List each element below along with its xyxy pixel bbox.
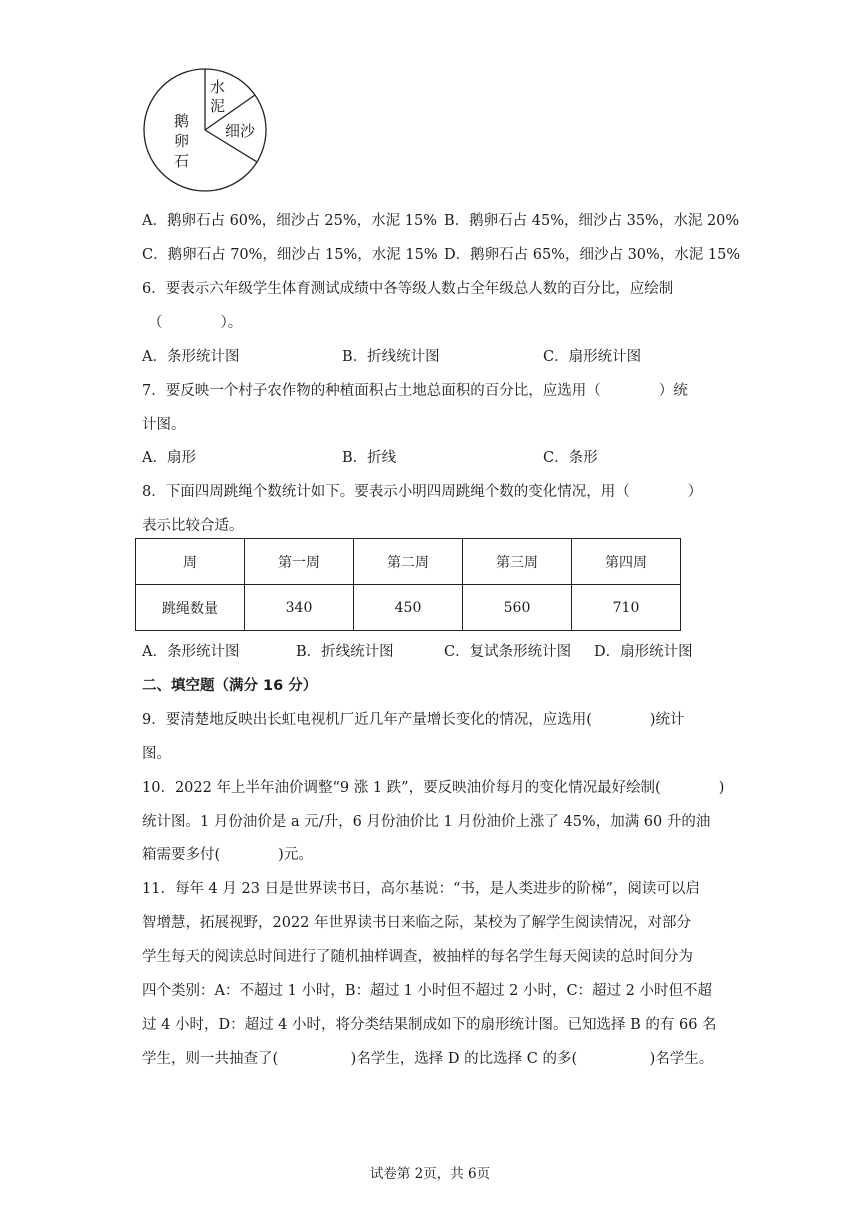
pie-label-pebble-2: 卵 [174,132,190,150]
pie-label-cement-1: 水 [210,78,226,96]
table-cell: 第二周 [354,539,463,585]
q5-option-a[interactable]: A．鹅卵石占 60%，细沙占 25%，水泥 15% [142,213,437,229]
table-cell: 450 [354,585,463,631]
q7-option-c[interactable]: C．条形 [543,450,598,466]
q10-stem-line3: 箱需要多付( )元。 [142,847,313,863]
q8-option-b[interactable]: B．折线统计图 [296,644,394,660]
table-cell: 第三周 [463,539,572,585]
page-footer: 试卷第 2页，共 6页 [369,1166,491,1182]
q6-stem-line2: （ ）。 [148,315,243,331]
q11-stem-line4: 四个类别：A：不超过 1 小时，B：超过 1 小时但不超过 2 小时，C：超过 2 小时但不超 [142,983,712,999]
pie-label-sand: 细沙 [225,122,256,140]
table-cell: 第四周 [572,539,681,585]
q8-option-a[interactable]: A．条形统计图 [142,644,240,660]
q11-stem-line6: 学生，则一共抽查了( )名学生，选择 D 的比选择 C 的多( )名学生。 [142,1051,714,1067]
q10-stem-line1: 10．2022 年上半年油价调整“9 涨 1 跌”，要反映油价每月的变化情况最好绘制( ) [142,780,725,796]
table-cell: 560 [463,585,572,631]
q8-stem-line1: 8．下面四周跳绳个数统计如下。要表示小明四周跳绳个数的变化情况，用（ ） [142,484,703,500]
table-cell: 跳绳数量 [136,585,245,631]
table-header-row [136,539,681,585]
table-row [136,585,681,631]
q9-stem-line1: 9．要清楚地反映出长虹电视机厂近几年产量增长变化的情况，应选用( )统计 [142,712,685,728]
table-cell: 340 [245,585,354,631]
q7-option-a[interactable]: A．扇形 [142,450,196,466]
q5-option-c[interactable]: C．鹅卵石占 70%，细沙占 15%，水泥 15% [142,247,438,263]
section-heading: 二、填空题（满分 16 分） [142,678,318,694]
q11-stem-line2: 智增慧，拓展视野，2022 年世界读书日来临之际，某校为了解学生阅读情况，对部分 [142,915,692,931]
q5-option-b[interactable]: B．鹅卵石占 45%，细沙占 35%，水泥 20% [444,213,740,229]
q7-stem-line2: 计图。 [142,417,186,433]
table-cell: 710 [572,585,681,631]
q6-option-c[interactable]: C．扇形统计图 [543,349,642,365]
q11-stem-line1: 11．每年 4 月 23 日是世界读书日，高尔基说：“书，是人类进步的阶梯”，阅读可以启 [142,881,700,897]
q6-option-b[interactable]: B．折线统计图 [342,349,440,365]
q11-stem-line3: 学生每天的阅读总时间进行了随机抽样调查，被抽样的每名学生每天阅读的总时间分为 [142,949,693,965]
q5-option-d[interactable]: D．鹅卵石占 65%，细沙占 30%，水泥 15% [444,247,741,263]
pie-label-cement-2: 泥 [210,97,226,115]
table-cell: 周 [136,539,245,585]
q7-option-b[interactable]: B．折线 [342,450,397,466]
table-cell: 第一周 [245,539,354,585]
jump-rope-table [135,538,681,631]
q6-stem-line1: 6．要表示六年级学生体育测试成绩中各等级人数占全年级总人数的百分比，应绘制 [142,281,674,297]
q7-stem-line1: 7．要反映一个村子农作物的种植面积占土地总面积的百分比，应选用（ ）统 [142,383,688,399]
q6-option-a[interactable]: A．条形统计图 [142,349,240,365]
q8-option-c[interactable]: C．复试条形统计图 [444,644,572,660]
q9-stem-line2: 图。 [142,746,171,762]
pie-label-pebble-3: 石 [174,152,190,170]
pie-figure [142,66,272,196]
q8-option-d[interactable]: D．扇形统计图 [594,644,693,660]
q11-stem-line5: 过 4 小时，D：超过 4 小时，将分类结果制成如下的扇形统计图。已知选择 B 的有 66 名 [142,1017,717,1033]
pie-label-pebble-1: 鹅 [174,112,190,130]
q10-stem-line2: 统计图。1 月份油价是 a 元/升，6 月份油价比 1 月份油价上涨了 45%，加满 60 升的油 [142,814,711,830]
q8-stem-line2: 表示比较合适。 [142,518,244,534]
